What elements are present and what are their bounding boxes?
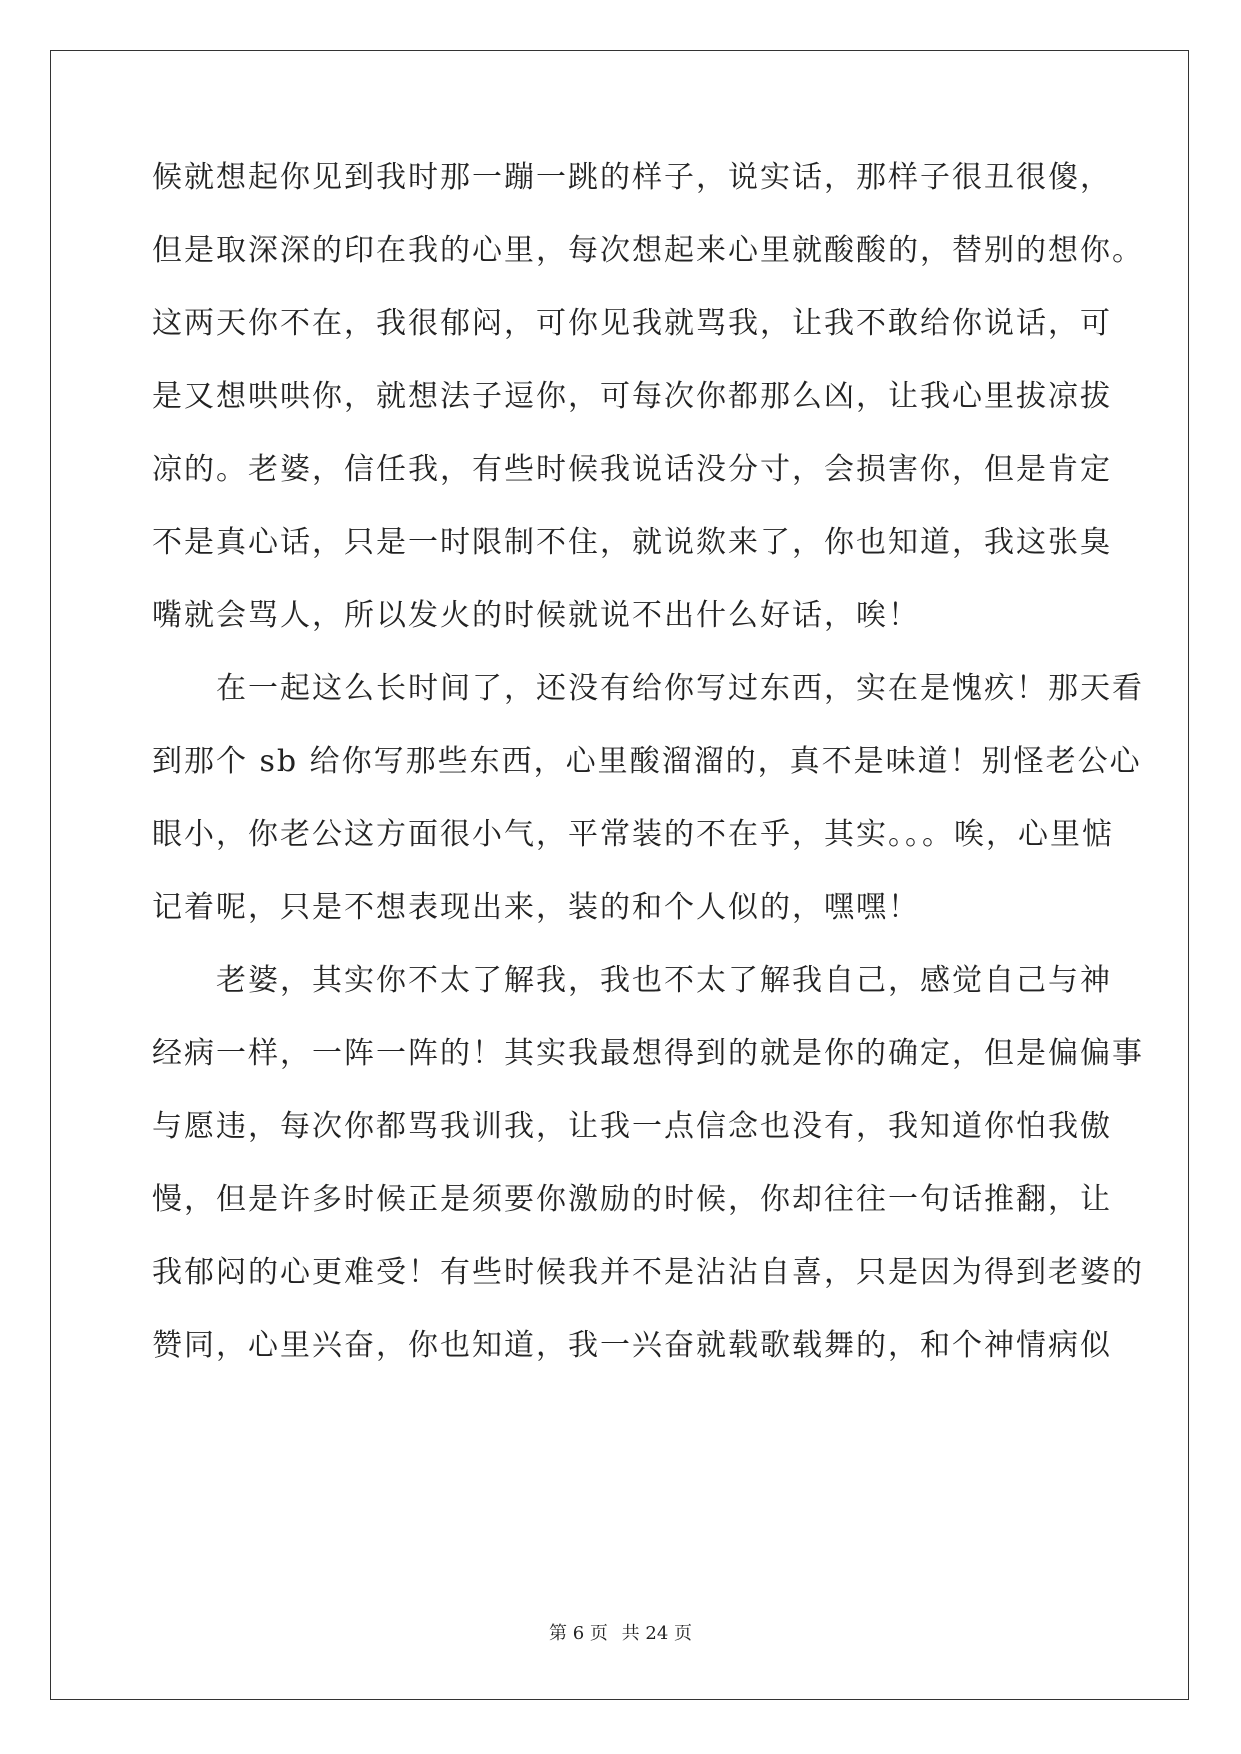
text-line: 经病一样，一阵一阵的！其实我最想得到的就是你的确定，但是偏偏事 xyxy=(152,1036,1144,1071)
page-total: 共 24 页 xyxy=(621,1623,692,1644)
text-line: 与愿违，每次你都骂我训我，让我一点信念也没有，我知道你怕我傲 xyxy=(152,1109,1112,1144)
text-line: 赞同，心里兴奋，你也知道，我一兴奋就载歌载舞的，和个神情病似 xyxy=(152,1328,1112,1363)
text-line: 慢，但是许多时候正是须要你激励的时候，你却往往一句话推翻，让 xyxy=(152,1182,1112,1217)
text-line: 老婆，其实你不太了解我，我也不太了解我自己，感觉自己与神 xyxy=(152,963,1112,998)
text-line: 候就想起你见到我时那一蹦一跳的样子，说实话，那样子很丑很傻， xyxy=(152,160,1112,195)
page-border xyxy=(50,50,1189,1700)
text-line: 但是取深深的印在我的心里，每次想起来心里就酸酸的，替别的想你。 xyxy=(152,233,1144,268)
text-line: 记着呢，只是不想表现出来，装的和个人似的，嘿嘿！ xyxy=(152,890,920,925)
page-number: 第 6 页 xyxy=(549,1623,608,1644)
text-line: 不是真心话，只是一时限制不住，就说欻来了，你也知道，我这张臭 xyxy=(152,525,1112,560)
page-footer xyxy=(0,1622,1241,1646)
text-line: 是又想哄哄你，就想法子逗你，可每次你都那么凶，让我心里拔凉拔 xyxy=(152,379,1112,414)
text-line: 这两天你不在，我很郁闷，可你见我就骂我，让我不敢给你说话，可 xyxy=(152,306,1112,341)
text-line: 凉的。老婆，信任我，有些时候我说话没分寸，会损害你，但是肯定 xyxy=(152,452,1112,487)
text-line: 在一起这么长时间了，还没有给你写过东西，实在是愧疚！那天看 xyxy=(152,671,1144,706)
text-line: 嘴就会骂人，所以发火的时候就说不出什么好话，唉！ xyxy=(152,598,920,633)
text-line: 眼小，你老公这方面很小气，平常装的不在乎，其实。。。唉，心里惦 xyxy=(152,817,1114,852)
text-line: 我郁闷的心更难受！有些时候我并不是沾沾自喜，只是因为得到老婆的 xyxy=(152,1255,1144,1290)
text-line: 到那个 sb 给你写那些东西，心里酸溜溜的，真不是味道！别怪老公心 xyxy=(152,744,1142,779)
